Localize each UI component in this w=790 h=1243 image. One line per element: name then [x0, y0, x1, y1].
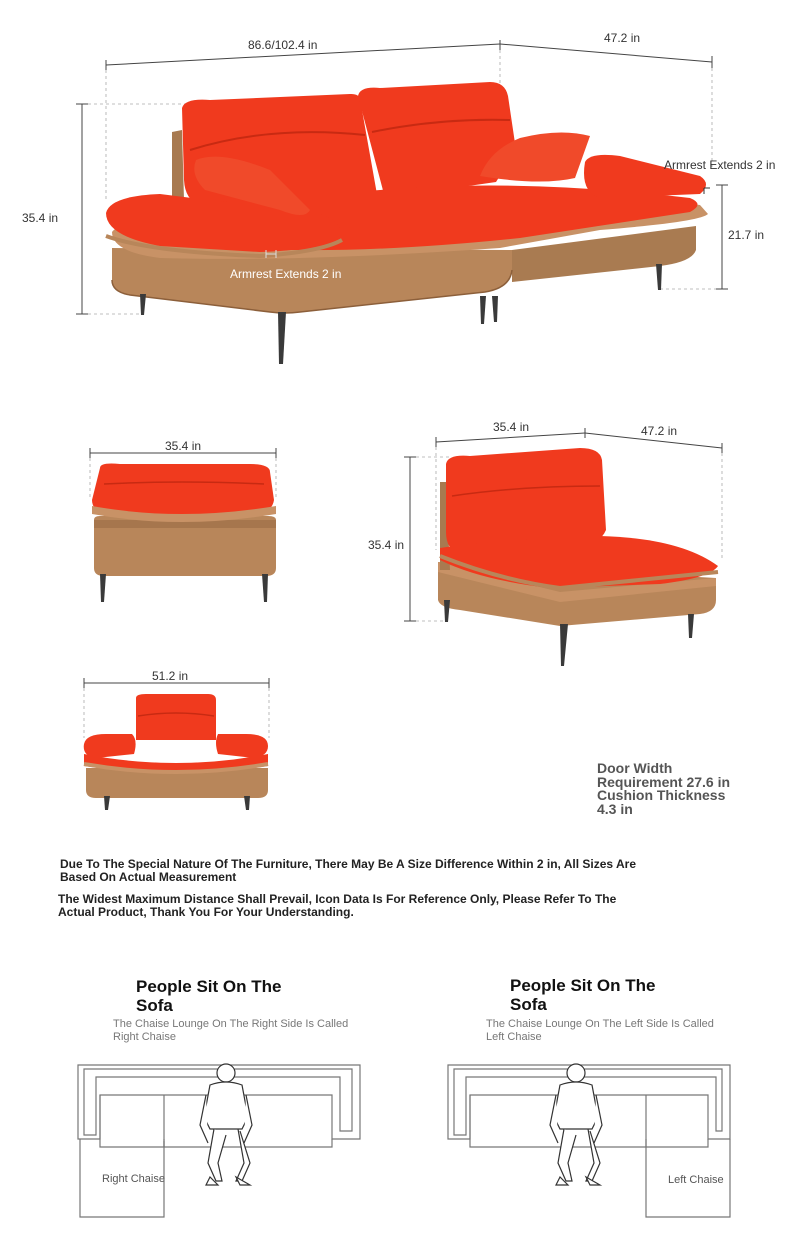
- size-note-2: The Widest Maximum Distance Shall Prevail, Icon Data Is For Reference Only, Please Refer To The Actual Product, Thank You For Your Understanding.: [58, 892, 617, 919]
- main-sofa-height-label: 35.4 in: [22, 211, 59, 225]
- armrest-left-label: Armrest Extends 2 in: [230, 267, 342, 281]
- main-sofa-depth-label: 47.2 in: [604, 31, 641, 45]
- armchair-illustration: [76, 668, 276, 818]
- single-seat-height-label: 35.4 in: [368, 538, 405, 552]
- guide-left-description: The Chaise Lounge On The Left Side Is Called Left Chaise: [486, 1018, 714, 1043]
- single-seat-width-label: 35.4 in: [493, 420, 530, 434]
- guide-left-title: People Sit On The Sofa: [510, 976, 656, 1014]
- left-chaise-diagram: [440, 1055, 740, 1225]
- guide-right-description: The Chaise Lounge On The Right Side Is Called Right Chaise: [113, 1018, 349, 1043]
- armchair-width-label: 51.2 in: [152, 669, 189, 683]
- single-seat-depth-label: 47.2 in: [641, 424, 678, 438]
- door-width-spec: [597, 762, 747, 816]
- single-seat-illustration: [400, 420, 730, 670]
- ottoman-width-label: 35.4 in: [165, 439, 202, 453]
- size-note-1: Due To The Special Nature Of The Furniture, There May Be A Size Difference Within 2 in, All Sizes Are Based On Actual Measurement: [60, 857, 637, 884]
- main-sofa-width-label: 86.6/102.4 in: [248, 38, 318, 52]
- cushion-thickness-text: Cushion Thickness 4.3 in: [597, 787, 726, 817]
- ottoman-illustration: [80, 440, 290, 610]
- main-sofa-illustration: [0, 0, 790, 380]
- main-sofa-seat-height-label: 21.7 in: [728, 228, 765, 242]
- left-chaise-label: Left Chaise: [668, 1174, 724, 1186]
- guide-right-title: People Sit On The Sofa: [136, 977, 282, 1015]
- right-chaise-diagram: [70, 1055, 370, 1225]
- armrest-right-label: Armrest Extends 2 in: [664, 158, 776, 172]
- right-chaise-label: Right Chaise: [102, 1173, 165, 1185]
- door-width-text: Door Width Requirement 27.6 in: [597, 760, 731, 790]
